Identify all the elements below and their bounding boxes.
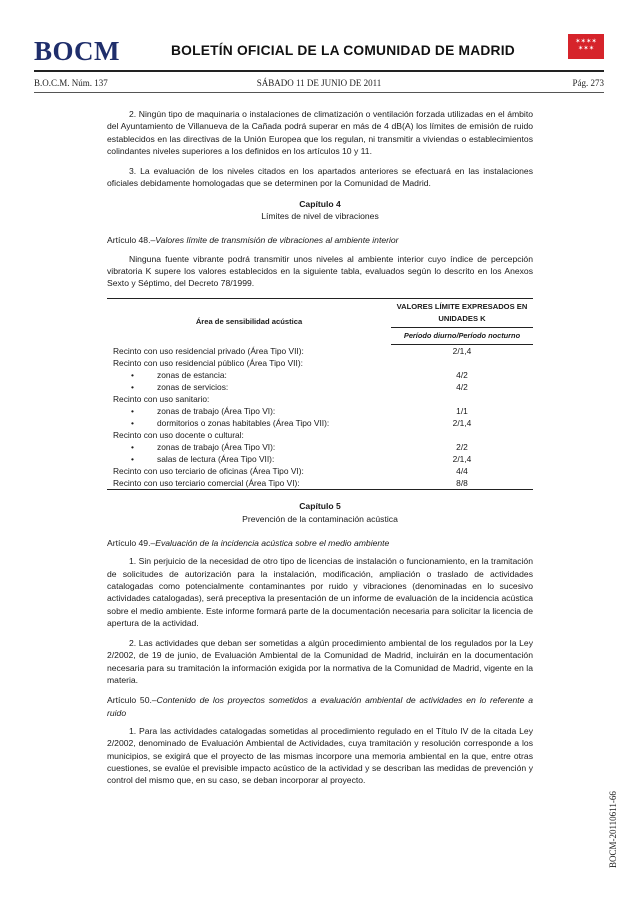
table-row (107, 381, 533, 393)
row-area-label (107, 453, 391, 465)
issue-number: B.O.C.M. Núm. 137 (34, 78, 108, 88)
row-area-label (107, 357, 391, 369)
row-area-label (107, 405, 391, 417)
bullet-icon: • (131, 370, 134, 381)
row-limit-value: 2/1,4 (452, 454, 472, 465)
row-limit-value (391, 393, 533, 405)
row-label-text: Recinto con uso residencial público (Área Tipo VII): (113, 358, 303, 369)
row-limit-value: 2/1,4 (452, 346, 472, 357)
bullet-icon: • (131, 382, 134, 393)
table-header-area: Área de sensibilidad acústica (107, 298, 391, 345)
row-limit-value: 2/1,4 (452, 418, 472, 429)
row-label-text: salas de lectura (Área Tipo VII): (157, 454, 275, 465)
paragraph: 1. Para las actividades catalogadas sometidas al procedimiento regulado en el Título IV de la citada Ley 2/2002, denominado de Evaluación Ambiental de Actividades, cuya tramitación y resolución corresponde a los municipios, se exigirá que el proyecto de las mismas incorpore una memoria ambiental en la que, entre otras cuestiones, se evalúe el previsible impacto acústico de la actividad y se describan las medidas de prevención y control del mismo que, en su caso, se deban incorporar al proyecto. (107, 725, 533, 786)
subheader-rule (34, 92, 604, 93)
row-area-label (107, 393, 391, 405)
madrid-flag-icon: ✶✶✶✶ ✶✶✶ (568, 34, 604, 59)
article-heading: Artículo 49.–Evaluación de la incidencia acústica sobre el medio ambiente (107, 538, 390, 549)
chapter-title: Prevención de la contaminación acústica (242, 513, 398, 524)
row-limit-value: 8/8 (391, 477, 533, 490)
row-limit-value: 2/2 (456, 442, 468, 453)
table-row (107, 453, 533, 465)
table-row (107, 357, 533, 369)
row-area-label (107, 429, 391, 441)
page-number: Pág. 273 (572, 78, 604, 88)
row-label-text: dormitorios o zonas habitables (Área Tipo VII): (157, 418, 330, 429)
vibration-limits-table (107, 298, 533, 491)
row-label-text: Recinto con uso terciario de oficinas (Área Tipo VI): (113, 466, 304, 477)
row-limit-value: 1/1 (456, 406, 468, 417)
table-row (107, 369, 533, 381)
paragraph: 1. Sin perjuicio de la necesidad de otro tipo de licencias de instalación o funcionamiento, en la tramitación de solicitudes de autorización para la instalación, modificación, ampliación o traslado de actividades catalogadas como potencialmente contaminantes por ruido y vibraciones (denominadas en lo sucesivo actividades catalogadas), será preceptiva la presentación de un informe de evaluación de la incidencia acústica sobre el medio ambiente. Este informe formará parte de la documentación necesaria para solicitar la licencia de apertura de la actividad. (107, 556, 533, 628)
chapter-heading: Capítulo 5 (299, 501, 341, 512)
chapter-title: Límites de nivel de vibraciones (261, 211, 379, 222)
issue-date: SÁBADO 11 DE JUNIO DE 2011 (256, 78, 382, 88)
row-label-text: Recinto con uso sanitario: (113, 394, 210, 405)
masthead (34, 38, 604, 64)
article-heading: Artículo 50.–Contenido de los proyectos sometidos a evaluación ambiental de actividades en lo referente a ruido (107, 695, 533, 718)
table-header-values: VALORES LÍMITE EXPRESADOS EN UNIDADES K (391, 298, 533, 328)
row-label-text: Recinto con uso terciario comercial (Área Tipo VI): (113, 478, 300, 489)
document-body (107, 108, 533, 794)
row-area-label (107, 381, 391, 393)
journal-title: BOLETÍN OFICIAL DE LA COMUNIDAD DE MADRID (171, 43, 515, 58)
table-body (107, 345, 533, 490)
table-row (107, 345, 533, 358)
row-area-label (107, 417, 391, 429)
bullet-icon: • (131, 454, 134, 465)
table-row (107, 429, 533, 441)
table-row (107, 393, 533, 405)
bullet-icon: • (131, 406, 134, 417)
table-row (107, 465, 533, 477)
bullet-icon: • (131, 442, 134, 453)
table-row (107, 441, 533, 453)
row-label-text: Recinto con uso docente o cultural: (113, 430, 244, 441)
paragraph: Ninguna fuente vibrante podrá transmitir unos niveles al ambiente interior cuyo índice de percepción vibratoria K supere los valores establecidos en la siguiente tabla, evaluados según lo descrito en los Anexos Sexto y Séptimo, del Decreto 78/1999. (107, 253, 533, 289)
row-area-label (107, 345, 391, 358)
row-limit-value: 4/4 (456, 466, 468, 477)
paragraph: 2. Ningún tipo de maquinaria o instalaciones de climatización o ventilación forzada utilizadas en el ámbito del Ayuntamiento de Villanueva de la Cañada podrá superar en más de 4 dB(A) los límites de emisión de ruido establecidos en las directivas de la Unión Europea que los regulan, ni transmitir a viviendas o establecimientos colindantes niveles superiores a los definidos en los artículos 10 y 11. (107, 109, 533, 156)
row-area-label (107, 369, 391, 381)
row-limit-value (391, 357, 533, 369)
header-rule (34, 70, 604, 72)
row-label-text: zonas de estancia: (157, 370, 227, 381)
document-code: BOCM-20110611-66 (608, 791, 618, 868)
row-area-label (107, 441, 391, 453)
bocm-logo: BOCM (34, 36, 120, 66)
paragraph: 3. La evaluación de los niveles citados en los apartados anteriores se efectuará en las instalaciones oficiales debidamente homologadas que se determinen por la Comunidad de Madrid. (107, 166, 533, 189)
row-area-label (107, 465, 391, 477)
table-row (107, 477, 533, 490)
chapter-heading: Capítulo 4 (299, 198, 341, 209)
table-row (107, 405, 533, 417)
article-heading: Artículo 48.–Valores límite de transmisión de vibraciones al ambiente interior (107, 235, 399, 246)
row-label-text: zonas de trabajo (Área Tipo VI): (157, 406, 276, 417)
row-limit-value: 4/2 (456, 370, 468, 381)
row-area-label (107, 477, 391, 490)
row-limit-value (391, 429, 533, 441)
row-limit-value: 4/2 (456, 382, 468, 393)
table-row (107, 417, 533, 429)
row-label-text: zonas de trabajo (Área Tipo VI): (157, 442, 276, 453)
bullet-icon: • (131, 418, 134, 429)
table-subheader-period: Período diurno/Período nocturno (391, 328, 533, 345)
paragraph: 2. Las actividades que deban ser sometidas a algún procedimiento ambiental de los regulados por la Ley 2/2002, de 19 de junio, de Evaluación Ambiental de la Comunidad de Madrid, incluirán en la documentación necesaria para su tramitación la información exigida por la normativa de la Comunidad de Madrid, vigente en la materia. (107, 638, 533, 686)
row-label-text: zonas de servicios: (157, 382, 229, 393)
row-label-text: Recinto con uso residencial privado (Área Tipo VII): (113, 346, 304, 357)
